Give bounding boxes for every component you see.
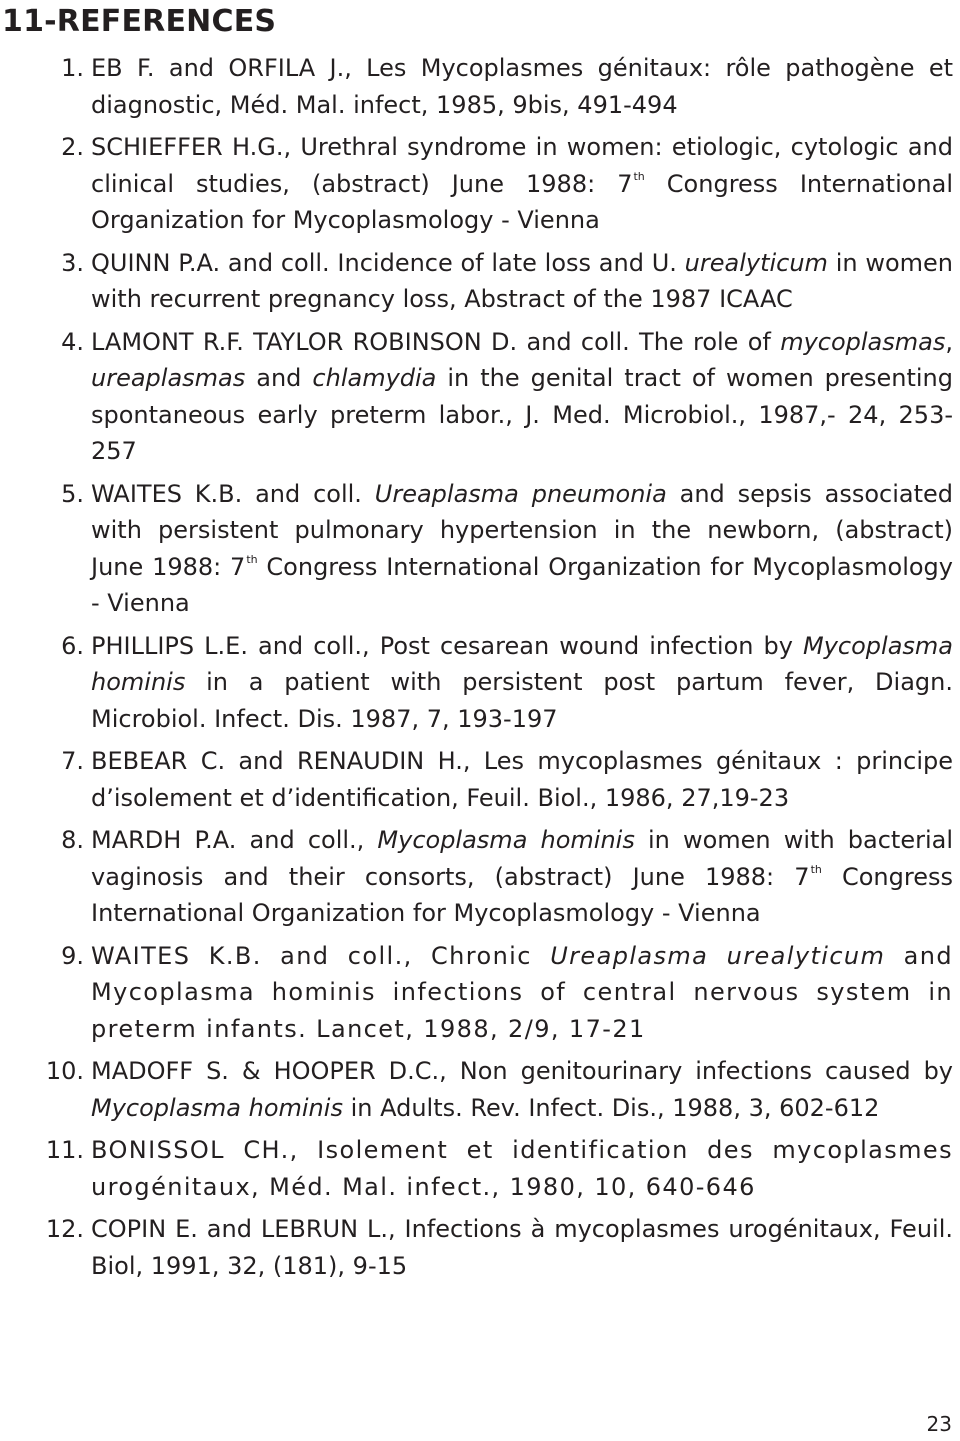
reference-text (91, 324, 953, 470)
reference-text (91, 245, 953, 318)
reference-segment: and Mycoplasma hominis infections of central nervous system in preterm infants. Lancet, 1988, 2/9, 17-21 (91, 941, 953, 1043)
reference-number: 5. (61, 479, 84, 508)
reference-number: 10. (45, 1057, 84, 1085)
reference-item (0, 1053, 953, 1126)
reference-text (91, 1132, 953, 1205)
page-number: 23 (926, 1412, 952, 1436)
reference-segment: SCHIEFFER H.G., Urethral syndrome in women: etiologic, cytologic and clinical studies, (abstract) June 1988: 7 (91, 133, 953, 198)
reference-segment: MARDH P.A. and coll., (91, 826, 378, 854)
reference-text (91, 938, 953, 1048)
italic-term: urealyticum (684, 248, 828, 277)
reference-segment: EB F. and ORFILA J., Les Mycoplasmes génitaux: rôle pathogène et diagnostic, Méd. Mal. infect, 1985, 9bis, 491-494 (91, 54, 953, 119)
reference-number: 7. (61, 747, 84, 775)
reference-segment: LAMONT R.F. TAYLOR ROBINSON D. and coll. The role of (91, 327, 781, 356)
reference-segment: WAITES K.B. and coll., Chronic (91, 941, 551, 970)
reference-segment: in a patient with persistent post partum fever, Diagn. Microbiol. Infect. Dis. 1987, 7, 193-197 (91, 668, 953, 733)
reference-item (0, 1211, 953, 1284)
reference-item (0, 476, 953, 622)
reference-number: 3. (61, 248, 84, 277)
ordinal-superscript: th (246, 552, 258, 566)
reference-item (0, 743, 953, 816)
reference-item (0, 938, 953, 1048)
reference-item (0, 245, 953, 318)
reference-number: 1. (61, 54, 84, 82)
reference-segment: MADOFF S. & HOOPER D.C., Non genitourinary infections caused by (91, 1057, 953, 1085)
reference-number: 12. (45, 1215, 84, 1243)
italic-term: Mycoplasma hominis (377, 826, 635, 854)
reference-text (91, 50, 953, 123)
reference-item (0, 822, 953, 932)
reference-segment: BONISSOL CH., Isolement et identification des mycoplasmes urogénitaux, Méd. Mal. infect., 1980, 10, 640-646 (91, 1136, 953, 1201)
reference-number: 2. (61, 133, 84, 161)
reference-text (91, 743, 953, 816)
italic-term: chlamydia (312, 364, 437, 392)
reference-segment: Congress International Organization for Mycoplasmology - Vienna (91, 862, 953, 927)
reference-number: 11. (45, 1136, 84, 1164)
italic-term: Ureaplasma urealyticum (550, 941, 886, 970)
reference-segment: Congress International Organization for Mycoplasmology - Vienna (91, 169, 954, 234)
italic-term: Ureaplasma pneumonia (374, 479, 667, 508)
reference-item (0, 50, 953, 123)
reference-item (0, 129, 953, 239)
italic-term: ureaplasmas (91, 364, 246, 392)
reference-number: 9. (61, 941, 84, 970)
reference-segment: in women with bacterial vaginosis and their consorts, (abstract) June 1988: 7 (91, 826, 953, 891)
reference-item (0, 324, 953, 470)
reference-number: 4. (61, 327, 84, 356)
section-heading: 11-REFERENCES (2, 4, 277, 39)
reference-text (91, 822, 953, 932)
reference-segment: WAITES K.B. and coll. (91, 479, 375, 508)
reference-segment: BEBEAR C. and RENAUDIN H., Les mycoplasmes génitaux : principe d’isolement et d’identification, Feuil. Biol., 1986, 27,19-23 (91, 747, 953, 812)
reference-segment: in the genital tract of women presenting spontaneous early preterm labor., J. Med. Microbiol., 1987,- 24, 253-257 (91, 364, 953, 465)
reference-segment: COPIN E. and LEBRUN L., Infections à mycoplasmes urogénitaux, Feuil. Biol, 1991, 32, (181), 9-15 (91, 1215, 953, 1280)
reference-segment: PHILLIPS L.E. and coll., Post cesarean wound infection by (91, 631, 803, 660)
reference-list (0, 50, 960, 1290)
reference-text (91, 129, 953, 239)
reference-segment: QUINN P.A. and coll. Incidence of late loss and U. (91, 248, 685, 277)
reference-text (91, 476, 953, 622)
italic-term: Mycoplasma hominis (91, 1093, 343, 1122)
reference-text (91, 628, 953, 738)
italic-term: Mycoplasma hominis (91, 631, 953, 696)
reference-segment: in women with recurrent pregnancy loss, Abstract of the 1987 ICAAC (91, 248, 953, 313)
ordinal-superscript: th (633, 169, 645, 183)
reference-item (0, 628, 953, 738)
reference-text (91, 1211, 953, 1284)
reference-segment: , (945, 327, 953, 356)
reference-text (91, 1053, 953, 1126)
reference-segment: in Adults. Rev. Infect. Dis., 1988, 3, 602-612 (342, 1093, 880, 1122)
reference-segment: and (245, 364, 313, 392)
reference-number: 6. (61, 631, 84, 660)
ordinal-superscript: th (810, 862, 822, 876)
reference-segment: and sepsis associated with persistent pulmonary hypertension in the newborn, (abstract) June 1988: 7 (91, 479, 953, 581)
italic-term: mycoplasmas (780, 327, 946, 356)
reference-segment: Congress International Organization for Mycoplasmology - Vienna (91, 552, 953, 617)
reference-item (0, 1132, 953, 1205)
reference-number: 8. (61, 826, 84, 854)
